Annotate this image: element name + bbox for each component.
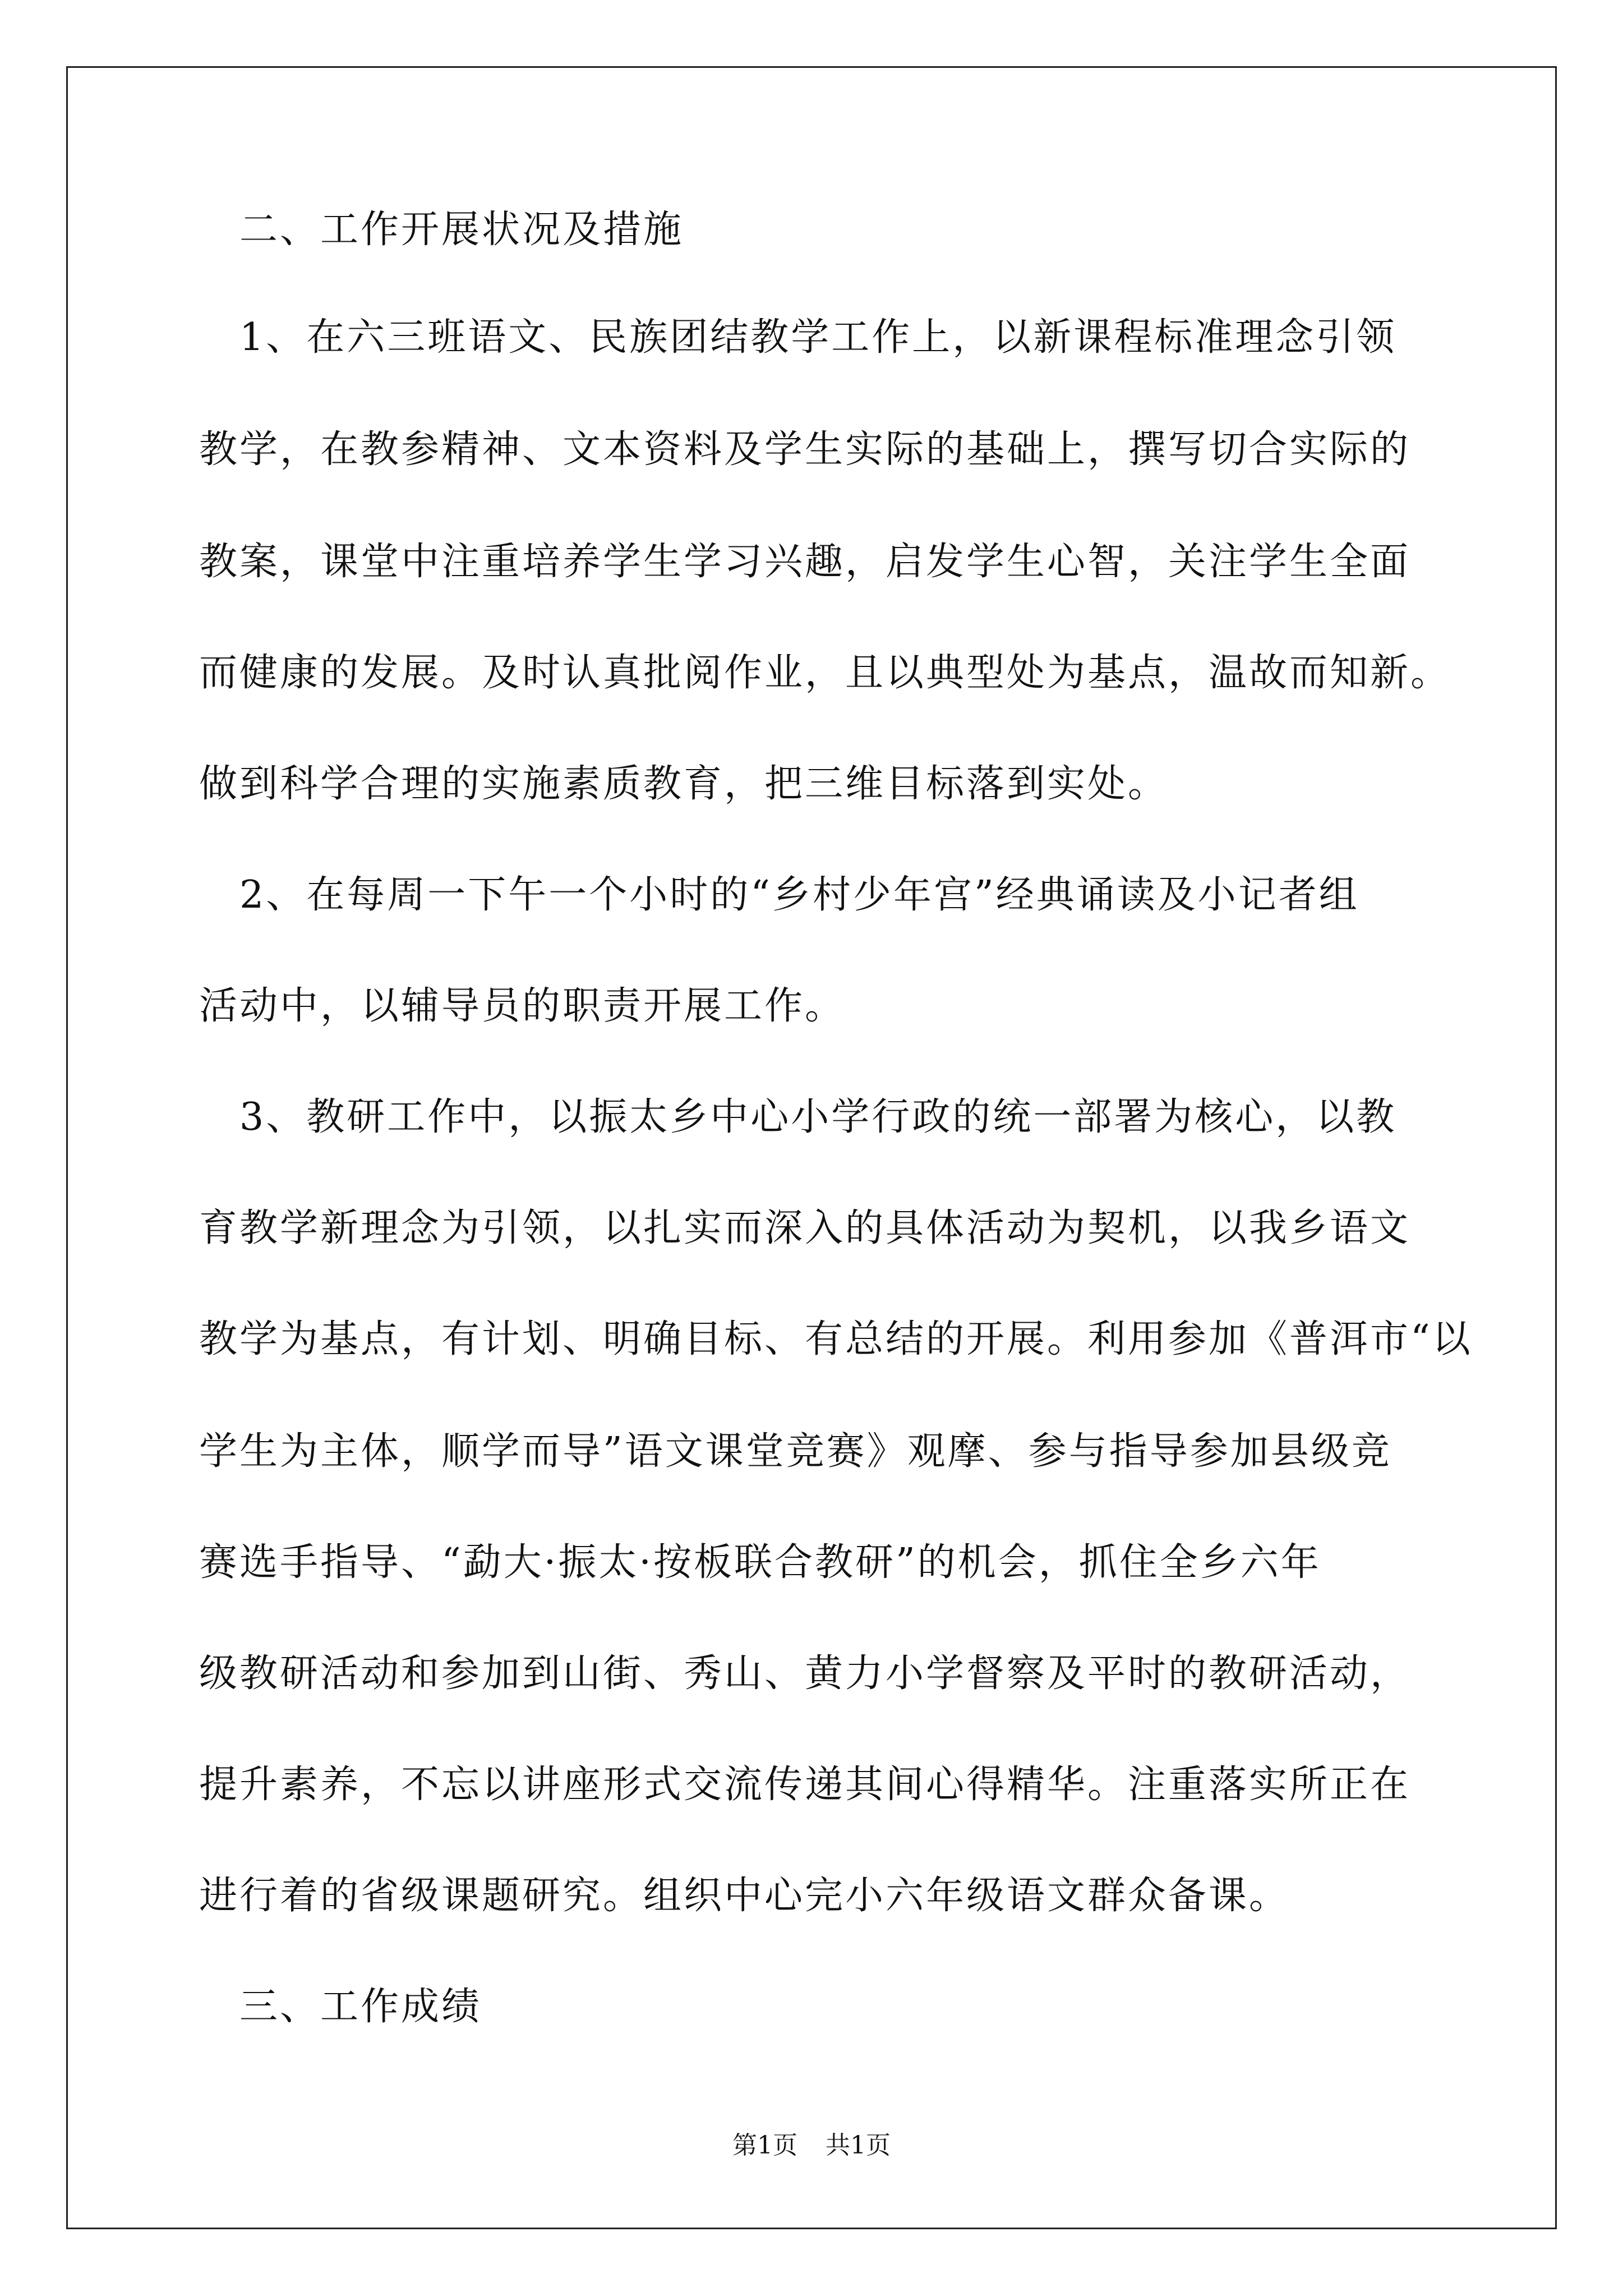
paragraph-line: 育教学新理念为引领，以扎实而深入的具体活动为契机，以我乡语文: [199, 1206, 1411, 1250]
page-total: 共1页: [826, 2131, 891, 2160]
paragraph-line: 级教研活动和参加到山街、秀山、黄力小学督察及平时的教研活动，: [199, 1651, 1411, 1696]
paragraph-line: 做到科学合理的实施素质教育，把三维目标落到实处。: [199, 762, 1169, 806]
paragraph-line: 学生为主体，顺学而导”语文课堂竞赛》观摩、参与指导参加县级竞: [199, 1429, 1392, 1474]
section-heading-3: 三、工作成绩: [199, 1985, 482, 2029]
paragraph-line: 2、在每周一下午一个小时的“乡村少年宫”经典诵读及小记者组: [199, 873, 1359, 917]
paragraph-line: 3、教研工作中，以振太乡中心小学行政的统一部署为核心，以教: [199, 1095, 1397, 1139]
paragraph-line: 教案，课堂中注重培养学生学习兴趣，启发学生心智，关注学生全面: [199, 540, 1411, 584]
section-heading-2: 二、工作开展状况及措施: [199, 208, 684, 252]
paragraph-line: 教学为基点，有计划、明确目标、有总结的开展。利用参加《普洱市“以: [199, 1317, 1473, 1361]
page-footer: [0, 2129, 1623, 2162]
paragraph-line: 提升素养，不忘以讲座形式交流传递其间心得精华。注重落实所正在: [199, 1763, 1411, 1807]
paragraph-line: 1、在六三班语文、民族团结教学工作上，以新课程标准理念引领: [199, 315, 1397, 360]
paragraph-line: 教学，在教参精神、文本资料及学生实际的基础上，撰写切合实际的: [199, 427, 1411, 472]
paragraph-line: 进行着的省级课题研究。组织中心完小六年级语文群众备课。: [199, 1874, 1290, 1918]
paragraph-line: 赛选手指导、“勐大·振太·按板联合教研”的机会，抓住全乡六年: [199, 1540, 1321, 1585]
paragraph-line: 活动中，以辅导员的职责开展工作。: [199, 984, 846, 1028]
paragraph-line: 而健康的发展。及时认真批阅作业，且以典型处为基点，温故而知新。: [199, 651, 1451, 695]
page-number: 第1页: [732, 2131, 797, 2160]
